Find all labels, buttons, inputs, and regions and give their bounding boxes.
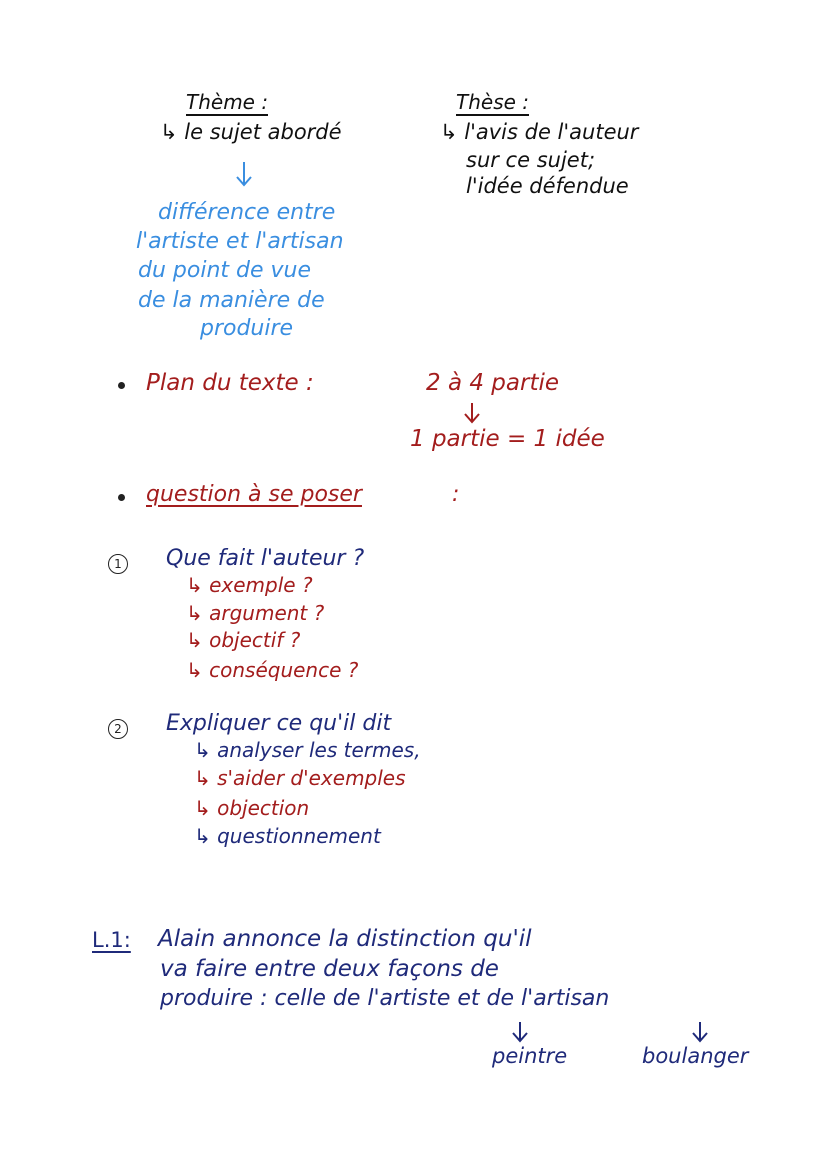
question-1-item-2: ↳ argument ? [186,601,325,625]
analysis-line-ref: L.1: [92,928,131,952]
plan-down-arrow-icon [462,401,482,425]
question-2-item-3: ↳ objection [194,796,310,820]
question-2-text: Expliquer ce qu'il dit [166,711,392,736]
question-1-text: Que fait l'auteur ? [166,546,365,571]
questions-colon: : [452,482,460,507]
theme-title: Thème : [186,90,269,114]
questions-title: question à se poser [146,482,362,507]
question-2-item-4: ↳ questionnement [194,824,381,848]
analysis-line-3: produire : celle de l'artiste et de l'artisan [160,986,610,1011]
plan-value: 2 à 4 partie [426,370,560,396]
these-line-3: l'idée défendue [466,174,629,198]
theme-down-arrow-icon [234,160,254,188]
peintre-down-arrow-icon [510,1020,530,1044]
theme-detail-line-4: de la manière de [138,288,325,313]
example-peintre: peintre [492,1044,568,1068]
questions-bullet [118,494,125,501]
question-1-item-4: ↳ conséquence ? [186,658,359,682]
question-1-item-3: ↳ objectif ? [186,628,301,652]
these-title: Thèse : [456,90,530,114]
boulanger-down-arrow-icon [690,1020,710,1044]
question-2-item-2: ↳ s'aider d'exemples [194,766,406,790]
question-1-item-1: ↳ exemple ? [186,573,313,597]
analysis-line-1: Alain annonce la distinction qu'il [158,926,532,952]
question-1-number: 1 [108,554,128,574]
analysis-line-2: va faire entre deux façons de [160,956,499,982]
these-line-2: sur ce sujet; [466,148,596,172]
question-2-number: 2 [108,719,128,739]
these-line-1: ↳ l'avis de l'auteur [440,120,639,144]
theme-detail-line-1: différence entre [158,200,336,225]
theme-detail-line-3: du point de vue [138,258,311,283]
plan-label: Plan du texte : [146,370,314,396]
theme-description: ↳ le sujet abordé [160,120,342,144]
plan-bullet [118,382,125,389]
question-2-item-1: ↳ analyser les termes, [194,738,421,762]
plan-rule: 1 partie = 1 idée [410,426,605,452]
theme-detail-line-2: l'artiste et l'artisan [136,229,344,254]
example-boulanger: boulanger [642,1044,749,1068]
theme-detail-line-5: produire [200,316,294,341]
